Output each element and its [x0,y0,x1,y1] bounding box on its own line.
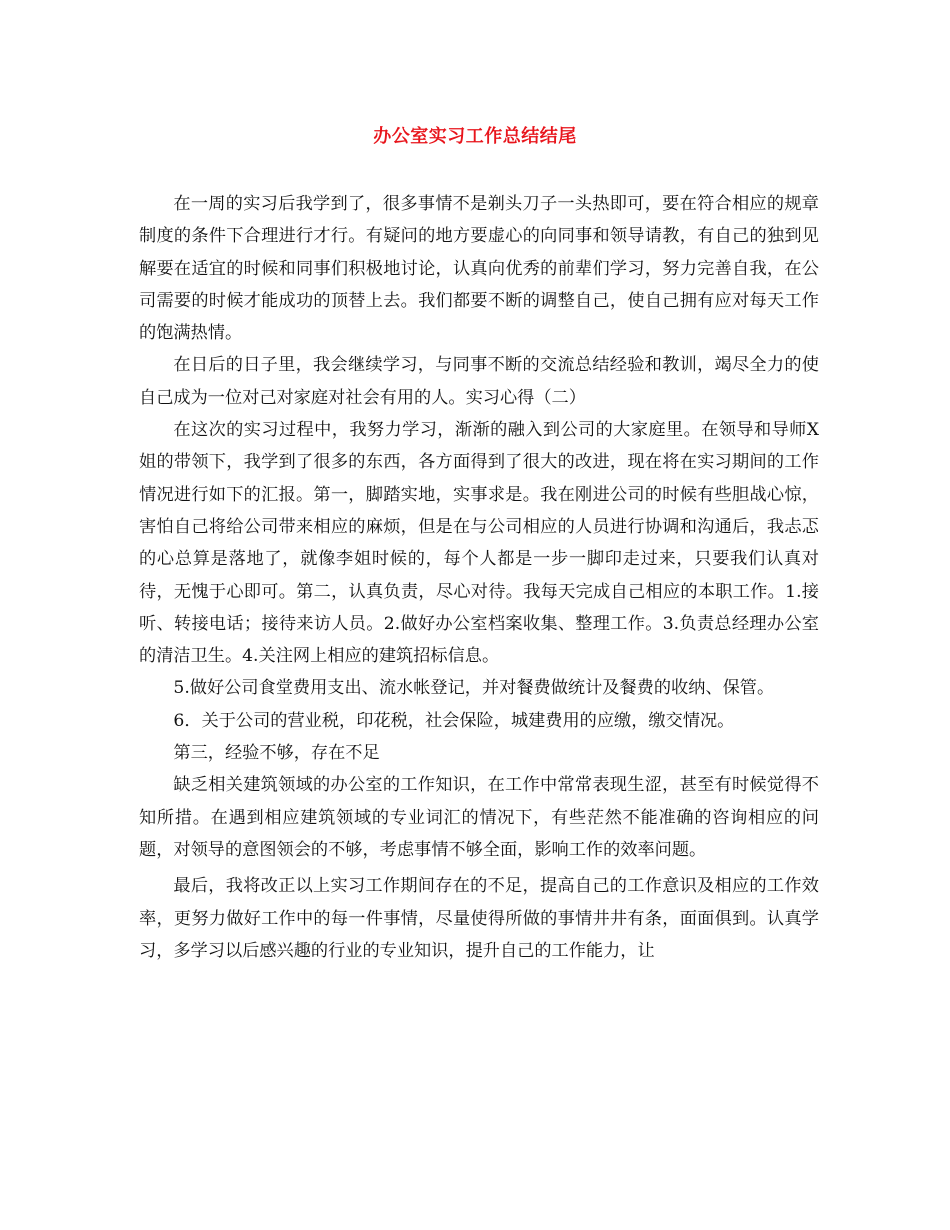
paragraph: 最后，我将改正以上实习工作期间存在的不足，提高自己的工作意识及相应的工作效率，更努力做好工作中的每一件事情，尽量使得所做的事情井井有条，面面俱到。认真学习，多学习以后感兴趣的行业的专业知识，提升自己的工作能力，让 [139,876,819,961]
paragraph: 在这次的实习过程中，我努力学习，渐渐的融入到公司的大家庭里。在领导和导师X姐的带领下，我学到了很多的东西，各方面得到了很大的改进，现在将在实习期间的工作情况进行如下的汇报。第一，脚踏实地，实事求是。我在刚进公司的时候有些胆战心惊，害怕自己将给公司带来相应的麻烦，但是在与公司相应的人员进行协调和沟通后，我忐忑的心总算是落地了，就像李姐时候的，每个人都是一步一脚印走过来，只要我们认真对待，无愧于心即可。第二，认真负责，尽心对待。我每天完成自己相应的本职工作。1.接听、转接电话；接待来访人员。2.做好办公室档案收集、整理工作。3.负责总经理办公室的清洁卫生。4.关注网上相应的建筑招标信息。 [139,420,819,667]
paragraph: 缺乏相关建筑领域的办公室的工作知识，在工作中常常表现生涩，甚至有时候觉得不知所措。在遇到相应建筑领域的专业词汇的情况下，有些茫然不能准确的咨询相应的问题，对领导的意图领会的不够，考虑事情不够全面，影响工作的效率问题。 [139,775,819,860]
paragraph: 5.做好公司食堂费用支出、流水帐登记，并对餐费做统计及餐费的收纳、保管。 [173,678,775,699]
document-body [139,188,819,967]
paragraph: 6．关于公司的营业税，印花税，社会保险，城建费用的应缴，缴交情况。 [173,710,735,731]
paragraph: 在一周的实习后我学到了，很多事情不是剃头刀子一头热即可，要在符合相应的规章制度的条件下合理进行才行。有疑问的地方要虚心的向同事和领导请教，有自己的独到见解要在适宜的时候和同事们积极地讨论，认真向优秀的前辈们学习，努力完善自我，在公司需要的时候才能成功的顶替上去。我们都要不断的调整自己，使自己拥有应对每天工作的饱满热情。 [139,194,819,344]
document-title: 办公室实习工作总结结尾 [373,126,577,147]
paragraph: 第三，经验不够，存在不足 [173,743,380,764]
paragraph: 在日后的日子里，我会继续学习，与同事不断的交流总结经验和教训，竭尽全力的使自己成为一位对己对家庭对社会有用的人。实习心得（二） [139,355,819,408]
